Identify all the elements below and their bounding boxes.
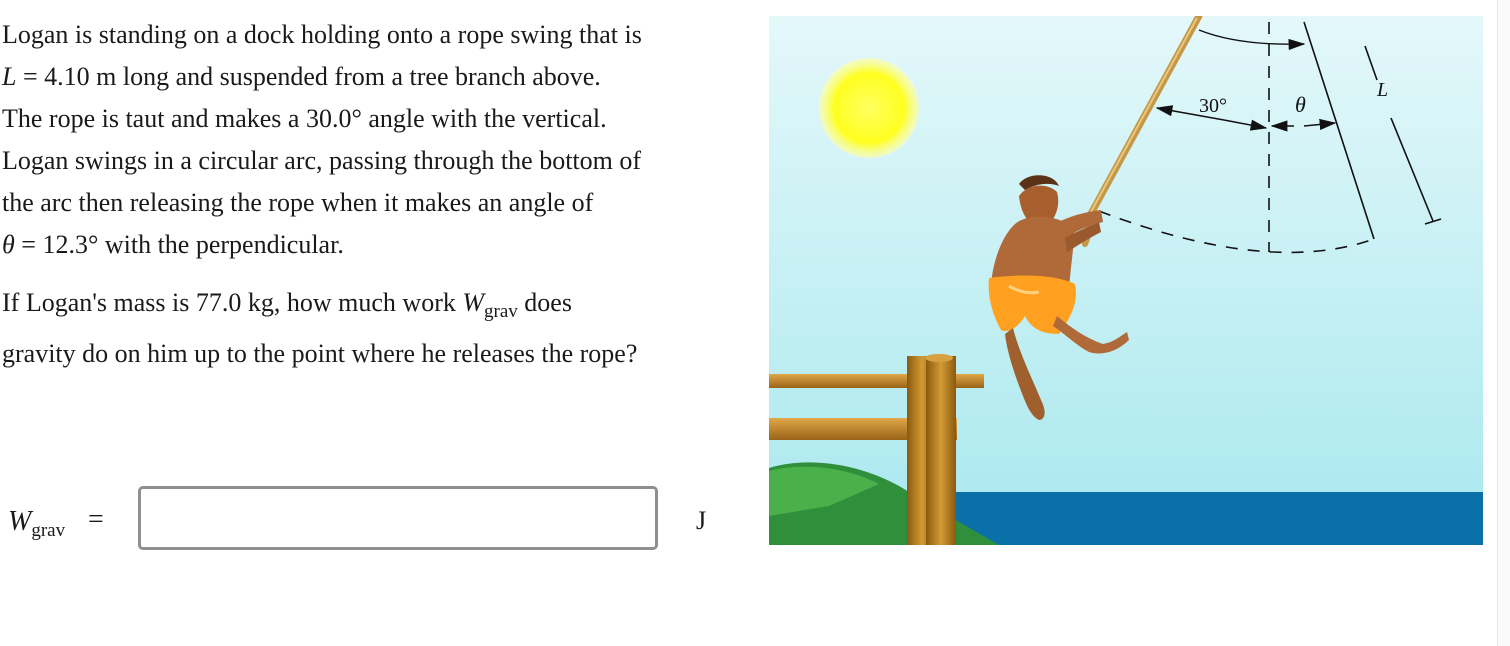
length-label: L: [1377, 79, 1389, 101]
question-line-1: [2, 282, 732, 333]
answer-work-symbol: W: [8, 506, 32, 537]
problem-line-2: [2, 56, 732, 98]
question-line-2: gravity do on him up to the point where he releases the rope?: [2, 339, 638, 368]
problem-line-5: the arc then releasing the rope when it makes an angle of: [2, 188, 594, 217]
sun: [819, 58, 919, 158]
problem-line-3: The rope is taut and makes a 30.0° angle with the vertical.: [2, 104, 607, 133]
question-text-a: If Logan's mass is 77.0 kg, how much work: [2, 288, 463, 317]
work-subscript: grav: [484, 301, 518, 322]
angle-30-label: 30°: [1199, 95, 1227, 117]
page-scrollbar[interactable]: [1497, 0, 1510, 646]
question-text-b: does: [517, 288, 572, 317]
problem-line-6: [2, 224, 732, 266]
dock-post-cap: [925, 354, 953, 362]
theta-text: = 12.3° with the perpendicular.: [14, 230, 344, 259]
problem-line-1: Logan is standing on a dock holding onto a rope swing that is: [2, 20, 642, 49]
work-symbol: W: [462, 288, 485, 317]
answer-row: [8, 486, 728, 554]
rope-swing-figure: [769, 16, 1483, 545]
length-text: = 4.10 m long and suspended from a tree branch above.: [16, 62, 601, 91]
problem-line-4: Logan swings in a circular arc, passing through the bottom of: [2, 146, 642, 175]
answer-input[interactable]: [138, 486, 658, 550]
answer-work-subscript: grav: [31, 520, 66, 541]
dock-post-right: [926, 356, 956, 545]
answer-label: [8, 506, 65, 542]
theta-label: θ: [1295, 92, 1306, 117]
theta-symbol: θ: [2, 230, 15, 259]
problem-statement: [2, 14, 732, 375]
answer-unit: J: [696, 506, 707, 535]
length-symbol: L: [2, 62, 17, 91]
answer-equals: =: [88, 504, 104, 535]
